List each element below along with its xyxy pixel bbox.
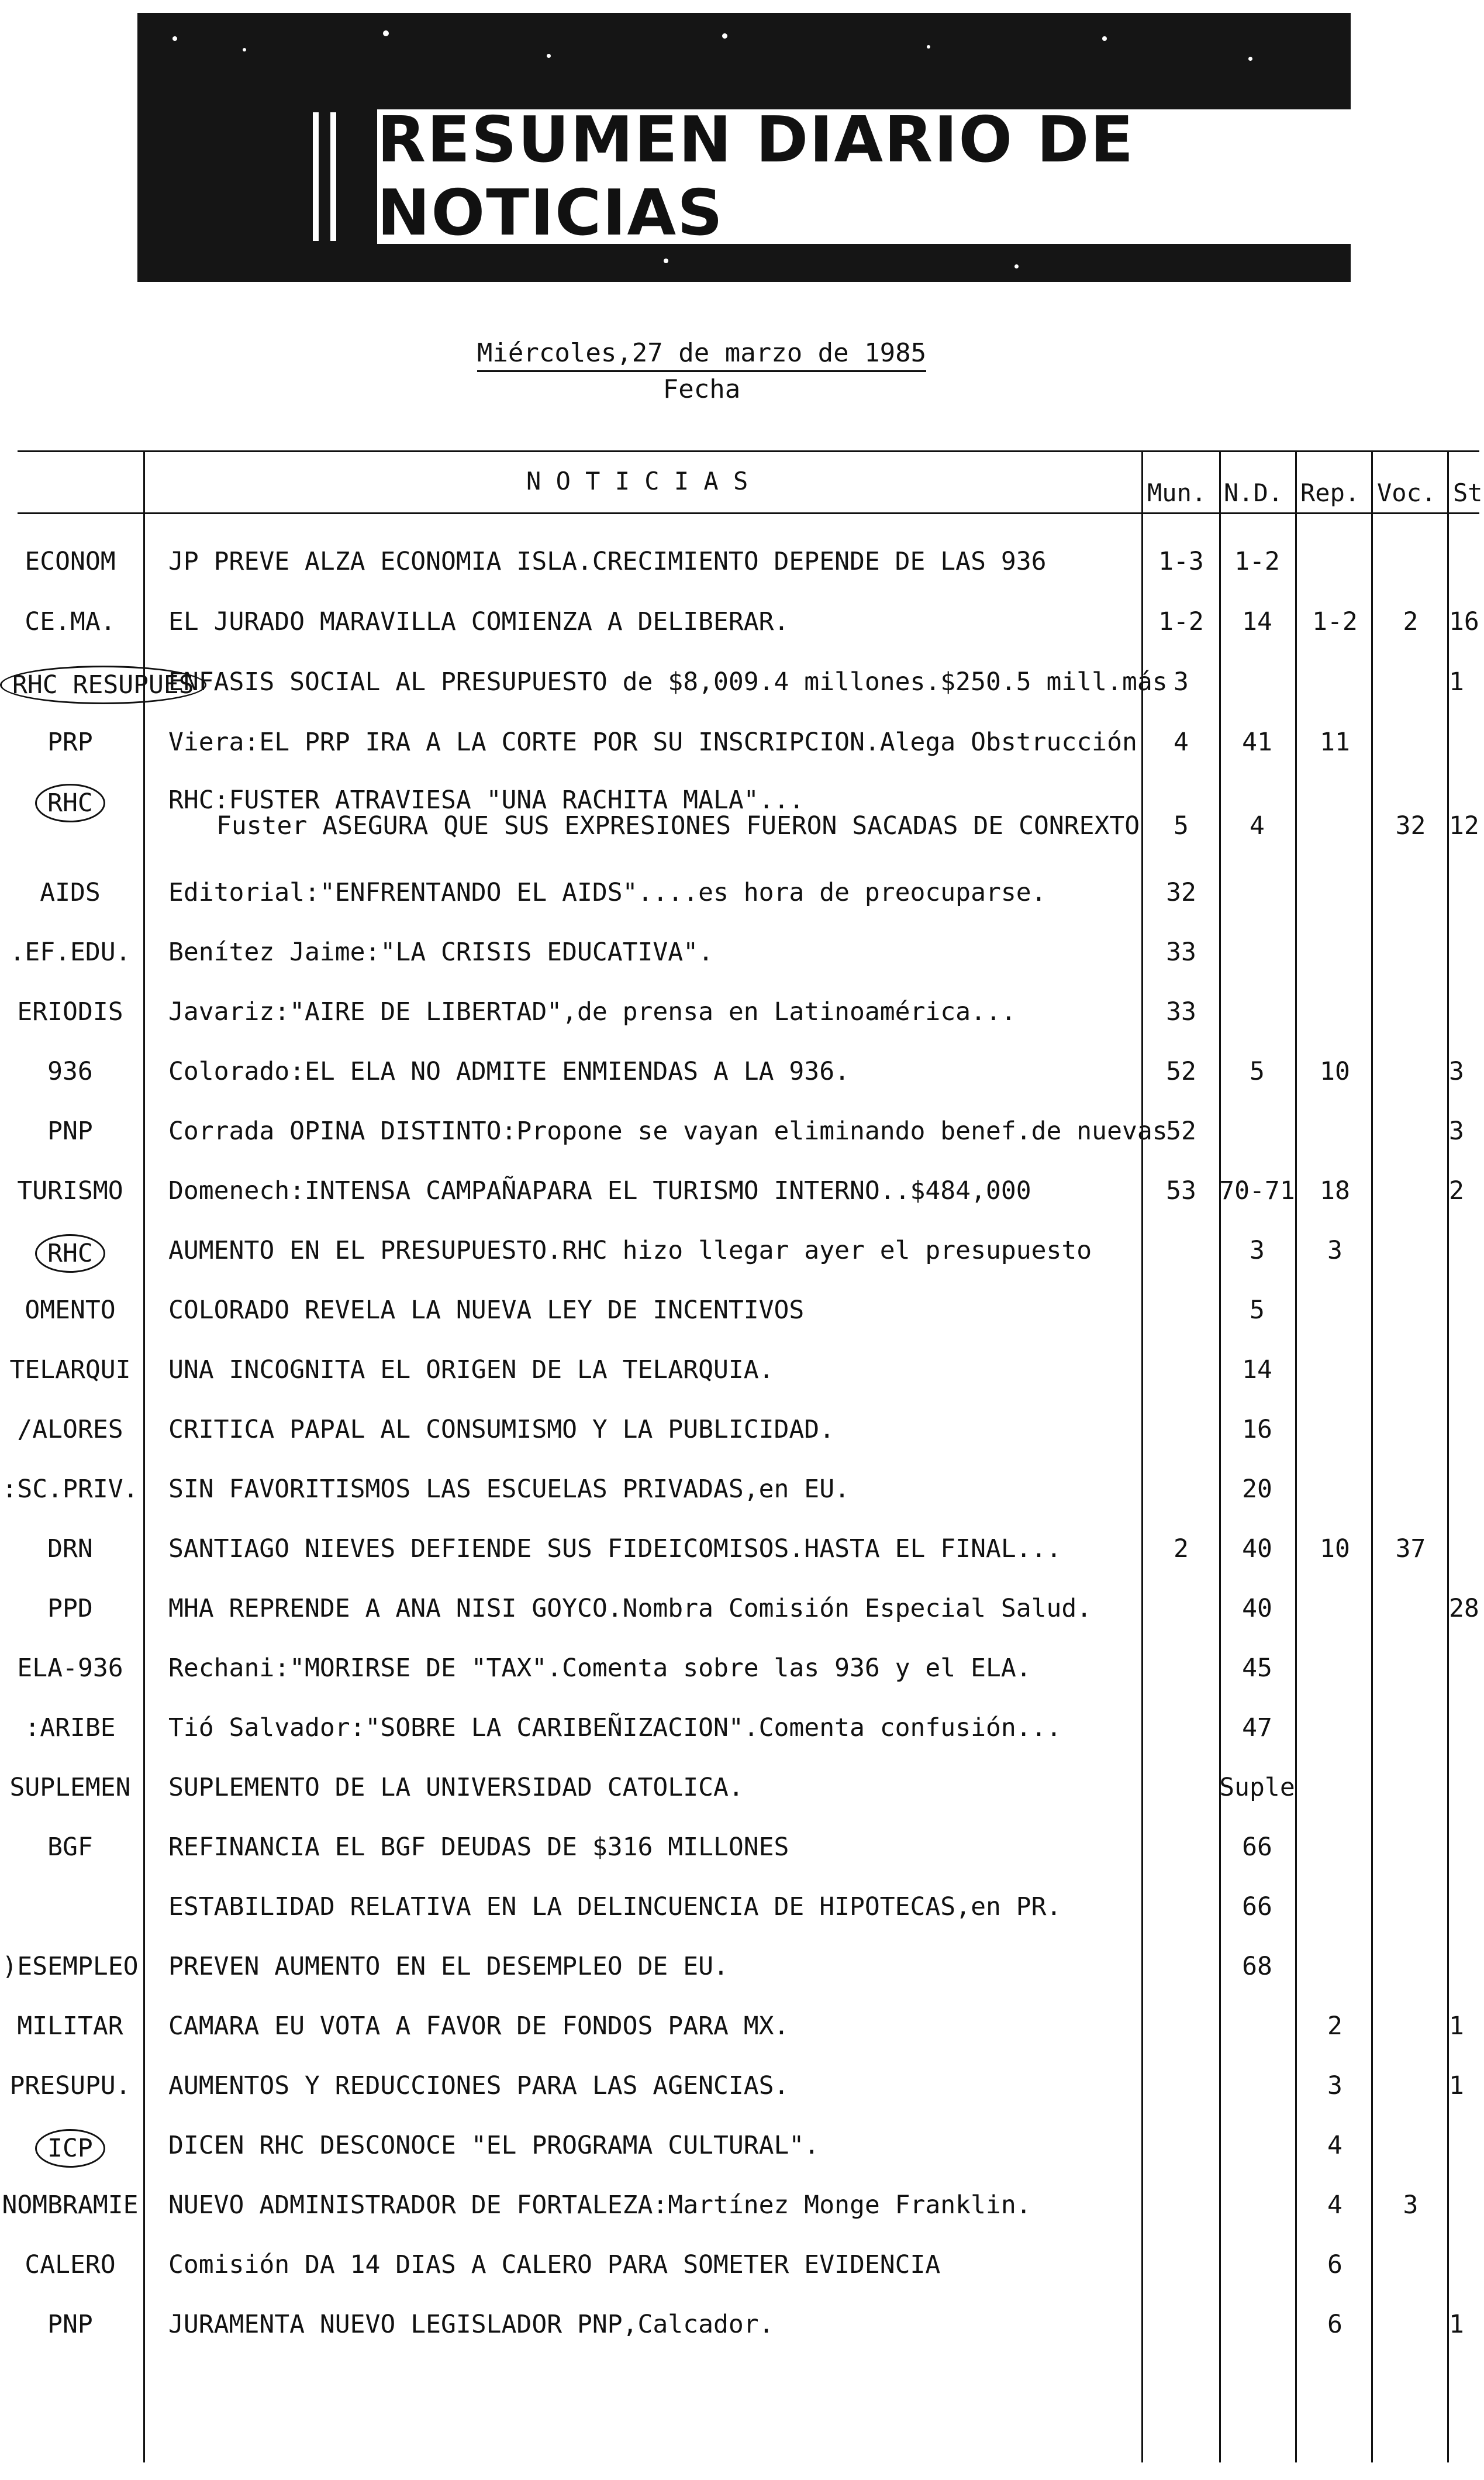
col-header-st: St xyxy=(1453,478,1483,507)
row-headline: CRITICA PAPAL AL CONSUMISMO Y LA PUBLICIDAD. xyxy=(168,1415,835,1444)
row-nd-page: 41 xyxy=(1242,728,1272,757)
row-section-tag: CALERO xyxy=(25,2250,116,2279)
row-voc-page: 3 xyxy=(1403,2190,1419,2220)
row-st-page: 3 xyxy=(1449,1117,1464,1146)
row-st-page: 3 xyxy=(1449,1057,1464,1086)
row-section-tag xyxy=(0,784,140,822)
table-header-rule xyxy=(18,512,1479,514)
row-mun-page: 52 xyxy=(1166,1057,1196,1086)
row-st-page: 12 xyxy=(1449,811,1479,841)
row-section-tag: 936 xyxy=(47,1057,93,1086)
row-headline: Viera:EL PRP IRA A LA CORTE POR SU INSCRIPCION.Alega Obstrucción xyxy=(168,728,1137,757)
row-section-tag: BGF xyxy=(47,1833,93,1862)
news-table xyxy=(0,450,1483,2462)
row-section-tag xyxy=(0,666,194,704)
row-section-tag: )ESEMPLEO xyxy=(2,1952,139,1981)
col-header-nd: N.D. xyxy=(1224,478,1283,507)
row-headline: SANTIAGO NIEVES DEFIENDE SUS FIDEICOMISOS.HASTA EL FINAL... xyxy=(168,1534,1062,1563)
row-headline: ESTABILIDAD RELATIVA EN LA DELINCUENCIA DE HIPOTECAS,en PR. xyxy=(168,1892,1062,1921)
row-nd-page: 5 xyxy=(1250,1296,1265,1325)
row-st-page: 16 xyxy=(1449,607,1479,636)
banner-frame-left xyxy=(313,112,336,241)
row-mun-page: 53 xyxy=(1166,1176,1196,1205)
row-nd-page: 14 xyxy=(1242,1355,1272,1384)
row-rep-page: 1-2 xyxy=(1312,607,1358,636)
row-section-tag: NOMBRAMIE xyxy=(2,2190,139,2220)
row-section-tag: MILITAR xyxy=(17,2011,123,2041)
row-rep-page: 10 xyxy=(1320,1534,1350,1563)
row-mun-page: 33 xyxy=(1166,938,1196,967)
row-headline: Tió Salvador:"SOBRE LA CARIBEÑIZACION".Comenta confusión... xyxy=(168,1713,1062,1742)
row-nd-page: 3 xyxy=(1250,1236,1265,1265)
row-nd-page: 66 xyxy=(1242,1833,1272,1862)
row-mun-page: 1-2 xyxy=(1158,607,1204,636)
row-rep-page: 11 xyxy=(1320,728,1350,757)
row-nd-page: 5 xyxy=(1250,1057,1265,1086)
row-headline: MHA REPRENDE A ANA NISI GOYCO.Nombra Comisión Especial Salud. xyxy=(168,1594,1092,1623)
row-section-tag: TELARQUI xyxy=(9,1355,131,1384)
row-mun-page: 33 xyxy=(1166,997,1196,1027)
handwritten-circle-mark: RHC RESUPUES xyxy=(0,666,206,704)
row-headline: Benítez Jaime:"LA CRISIS EDUCATIVA". xyxy=(168,938,713,967)
row-section-tag: TURISMO xyxy=(17,1176,123,1205)
row-st-page: 1 xyxy=(1449,667,1464,697)
row-headline: Domenech:INTENSA CAMPAÑAPARA EL TURISMO INTERNO..$484,000 xyxy=(168,1176,1031,1205)
row-headline: JURAMENTA NUEVO LEGISLADOR PNP,Calcador. xyxy=(168,2310,774,2339)
date-label: Fecha xyxy=(662,374,741,404)
row-rep-page: 4 xyxy=(1327,2190,1342,2220)
row-headline: CAMARA EU VOTA A FAVOR DE FONDOS PARA MX. xyxy=(168,2011,789,2041)
row-voc-page: 32 xyxy=(1395,811,1426,841)
row-headline: EL JURADO MARAVILLA COMIENZA A DELIBERAR. xyxy=(168,607,789,636)
report-date xyxy=(409,338,994,372)
row-nd-page: 16 xyxy=(1242,1415,1272,1444)
row-rep-page: 18 xyxy=(1320,1176,1350,1205)
row-headline: Rechani:"MORIRSE DE "TAX".Comenta sobre las 936 y el ELA. xyxy=(168,1654,1031,1683)
row-section-tag: PRP xyxy=(47,728,93,757)
page-title: RESUMEN DIARIO DE NOTICIAS xyxy=(377,104,1135,250)
row-headline: SIN FAVORITISMOS LAS ESCUELAS PRIVADAS,en EU. xyxy=(168,1475,850,1504)
row-section-tag: :ARIBE xyxy=(25,1713,116,1742)
row-headline: COLORADO REVELA LA NUEVA LEY DE INCENTIVOS xyxy=(168,1296,805,1325)
row-section-tag xyxy=(0,1234,140,1273)
row-headline: Javariz:"AIRE DE LIBERTAD",de prensa en Latinoamérica... xyxy=(168,997,1016,1027)
row-headline: Colorado:EL ELA NO ADMITE ENMIENDAS A LA 936. xyxy=(168,1057,850,1086)
row-rep-page: 3 xyxy=(1327,2071,1342,2100)
row-nd-page: 66 xyxy=(1242,1892,1272,1921)
row-headline-continued: Fuster ASEGURA QUE SUS EXPRESIONES FUERON SACADAS DE CONREXTO xyxy=(216,811,1140,841)
row-nd-page: 47 xyxy=(1242,1713,1272,1742)
row-headline: AUMENTO EN EL PRESUPUESTO.RHC hizo llegar ayer el presupuesto xyxy=(168,1236,1092,1265)
row-section-tag: CE.MA. xyxy=(25,607,116,636)
row-mun-page: 2 xyxy=(1174,1534,1189,1563)
row-headline: ENFASIS SOCIAL AL PRESUPUESTO de $8,009.4 millones.$250.5 mill.más xyxy=(168,667,1168,697)
col-header-mun: Mun. xyxy=(1147,478,1207,507)
row-section-tag: PPD xyxy=(47,1594,93,1623)
row-headline: AUMENTOS Y REDUCCIONES PARA LAS AGENCIAS. xyxy=(168,2071,789,2100)
header-banner xyxy=(137,13,1351,282)
banner-frame-right xyxy=(1412,112,1435,241)
row-mun-page: 4 xyxy=(1174,728,1189,757)
row-headline: Editorial:"ENFRENTANDO EL AIDS"....es hora de preocuparse. xyxy=(168,878,1047,907)
row-st-page: 28 xyxy=(1449,1594,1479,1623)
row-voc-page: 37 xyxy=(1395,1534,1426,1563)
divider-st xyxy=(1447,450,1449,2462)
row-rep-page: 2 xyxy=(1327,2011,1342,2041)
row-section-tag: :SC.PRIV. xyxy=(2,1475,139,1504)
row-headline: NUEVO ADMINISTRADOR DE FORTALEZA:Martínez Monge Franklin. xyxy=(168,2190,1031,2220)
divider-tag xyxy=(143,450,145,2462)
col-header-rep: Rep. xyxy=(1300,478,1360,507)
row-mun-page: 1-3 xyxy=(1158,547,1204,576)
row-headline: SUPLEMENTO DE LA UNIVERSIDAD CATOLICA. xyxy=(168,1773,744,1802)
row-mun-page: 52 xyxy=(1166,1117,1196,1146)
row-nd-page: 1-2 xyxy=(1234,547,1280,576)
row-section-tag: OMENTO xyxy=(25,1296,116,1325)
row-nd-page: 40 xyxy=(1242,1594,1272,1623)
row-st-page: 1 xyxy=(1449,2310,1464,2339)
report-date-value: Miércoles,27 de marzo de 1985 xyxy=(477,338,926,372)
row-st-page: 1 xyxy=(1449,2011,1464,2041)
row-section-tag: ELA-936 xyxy=(17,1654,123,1683)
row-headline: RHC:FUSTER ATRAVIESA "UNA RACHITA MALA"... xyxy=(168,786,805,815)
row-headline: Corrada OPINA DISTINTO:Propone se vayan eliminando benef.de nuevas xyxy=(168,1117,1168,1146)
row-section-tag xyxy=(0,2129,140,2168)
row-rep-page: 3 xyxy=(1327,1236,1342,1265)
row-rep-page: 6 xyxy=(1327,2310,1342,2339)
row-headline: UNA INCOGNITA EL ORIGEN DE LA TELARQUIA. xyxy=(168,1355,774,1384)
banner-title-box xyxy=(377,104,1400,250)
row-headline: Comisión DA 14 DIAS A CALERO PARA SOMETER EVIDENCIA xyxy=(168,2250,941,2279)
row-headline: DICEN RHC DESCONOCE "EL PROGRAMA CULTURAL". xyxy=(168,2131,820,2160)
row-nd-page: 14 xyxy=(1242,607,1272,636)
row-section-tag: ECONOM xyxy=(25,547,116,576)
row-nd-page: 70-71 xyxy=(1219,1176,1295,1205)
row-headline: PREVEN AUMENTO EN EL DESEMPLEO DE EU. xyxy=(168,1952,729,1981)
row-nd-page: Suple xyxy=(1219,1773,1295,1802)
row-headline: JP PREVE ALZA ECONOMIA ISLA.CRECIMIENTO DEPENDE DE LAS 936 xyxy=(168,547,1047,576)
row-nd-page: 40 xyxy=(1242,1534,1272,1563)
col-header-news: N O T I C I A S xyxy=(526,467,748,495)
row-section-tag: PNP xyxy=(47,2310,93,2339)
row-nd-page: 20 xyxy=(1242,1475,1272,1504)
row-section-tag: ERIODIS xyxy=(17,997,123,1027)
row-voc-page: 2 xyxy=(1403,607,1419,636)
row-rep-page: 6 xyxy=(1327,2250,1342,2279)
row-st-page: 2 xyxy=(1449,1176,1464,1205)
col-header-voc: Voc. xyxy=(1377,478,1437,507)
row-rep-page: 10 xyxy=(1320,1057,1350,1086)
row-section-tag: SUPLEMEN xyxy=(9,1773,131,1802)
table-top-rule xyxy=(18,450,1479,452)
row-mun-page: 3 xyxy=(1174,667,1189,697)
handwritten-circle-mark: RHC xyxy=(35,784,105,822)
row-section-tag: PNP xyxy=(47,1117,93,1146)
row-nd-page: 68 xyxy=(1242,1952,1272,1981)
handwritten-circle-mark: ICP xyxy=(35,2129,105,2168)
row-section-tag: DRN xyxy=(47,1534,93,1563)
row-rep-page: 4 xyxy=(1327,2131,1342,2160)
row-nd-page: 45 xyxy=(1242,1654,1272,1683)
row-headline: REFINANCIA EL BGF DEUDAS DE $316 MILLONES xyxy=(168,1833,789,1862)
row-nd-page: 4 xyxy=(1250,811,1265,841)
row-section-tag: PRESUPU. xyxy=(9,2071,131,2100)
handwritten-circle-mark: RHC xyxy=(35,1234,105,1273)
row-st-page: 1 xyxy=(1449,2071,1464,2100)
row-section-tag: AIDS xyxy=(40,878,101,907)
row-section-tag: /ALORES xyxy=(17,1415,123,1444)
row-section-tag: .EF.EDU. xyxy=(9,938,131,967)
row-mun-page: 32 xyxy=(1166,878,1196,907)
row-mun-page: 5 xyxy=(1174,811,1189,841)
